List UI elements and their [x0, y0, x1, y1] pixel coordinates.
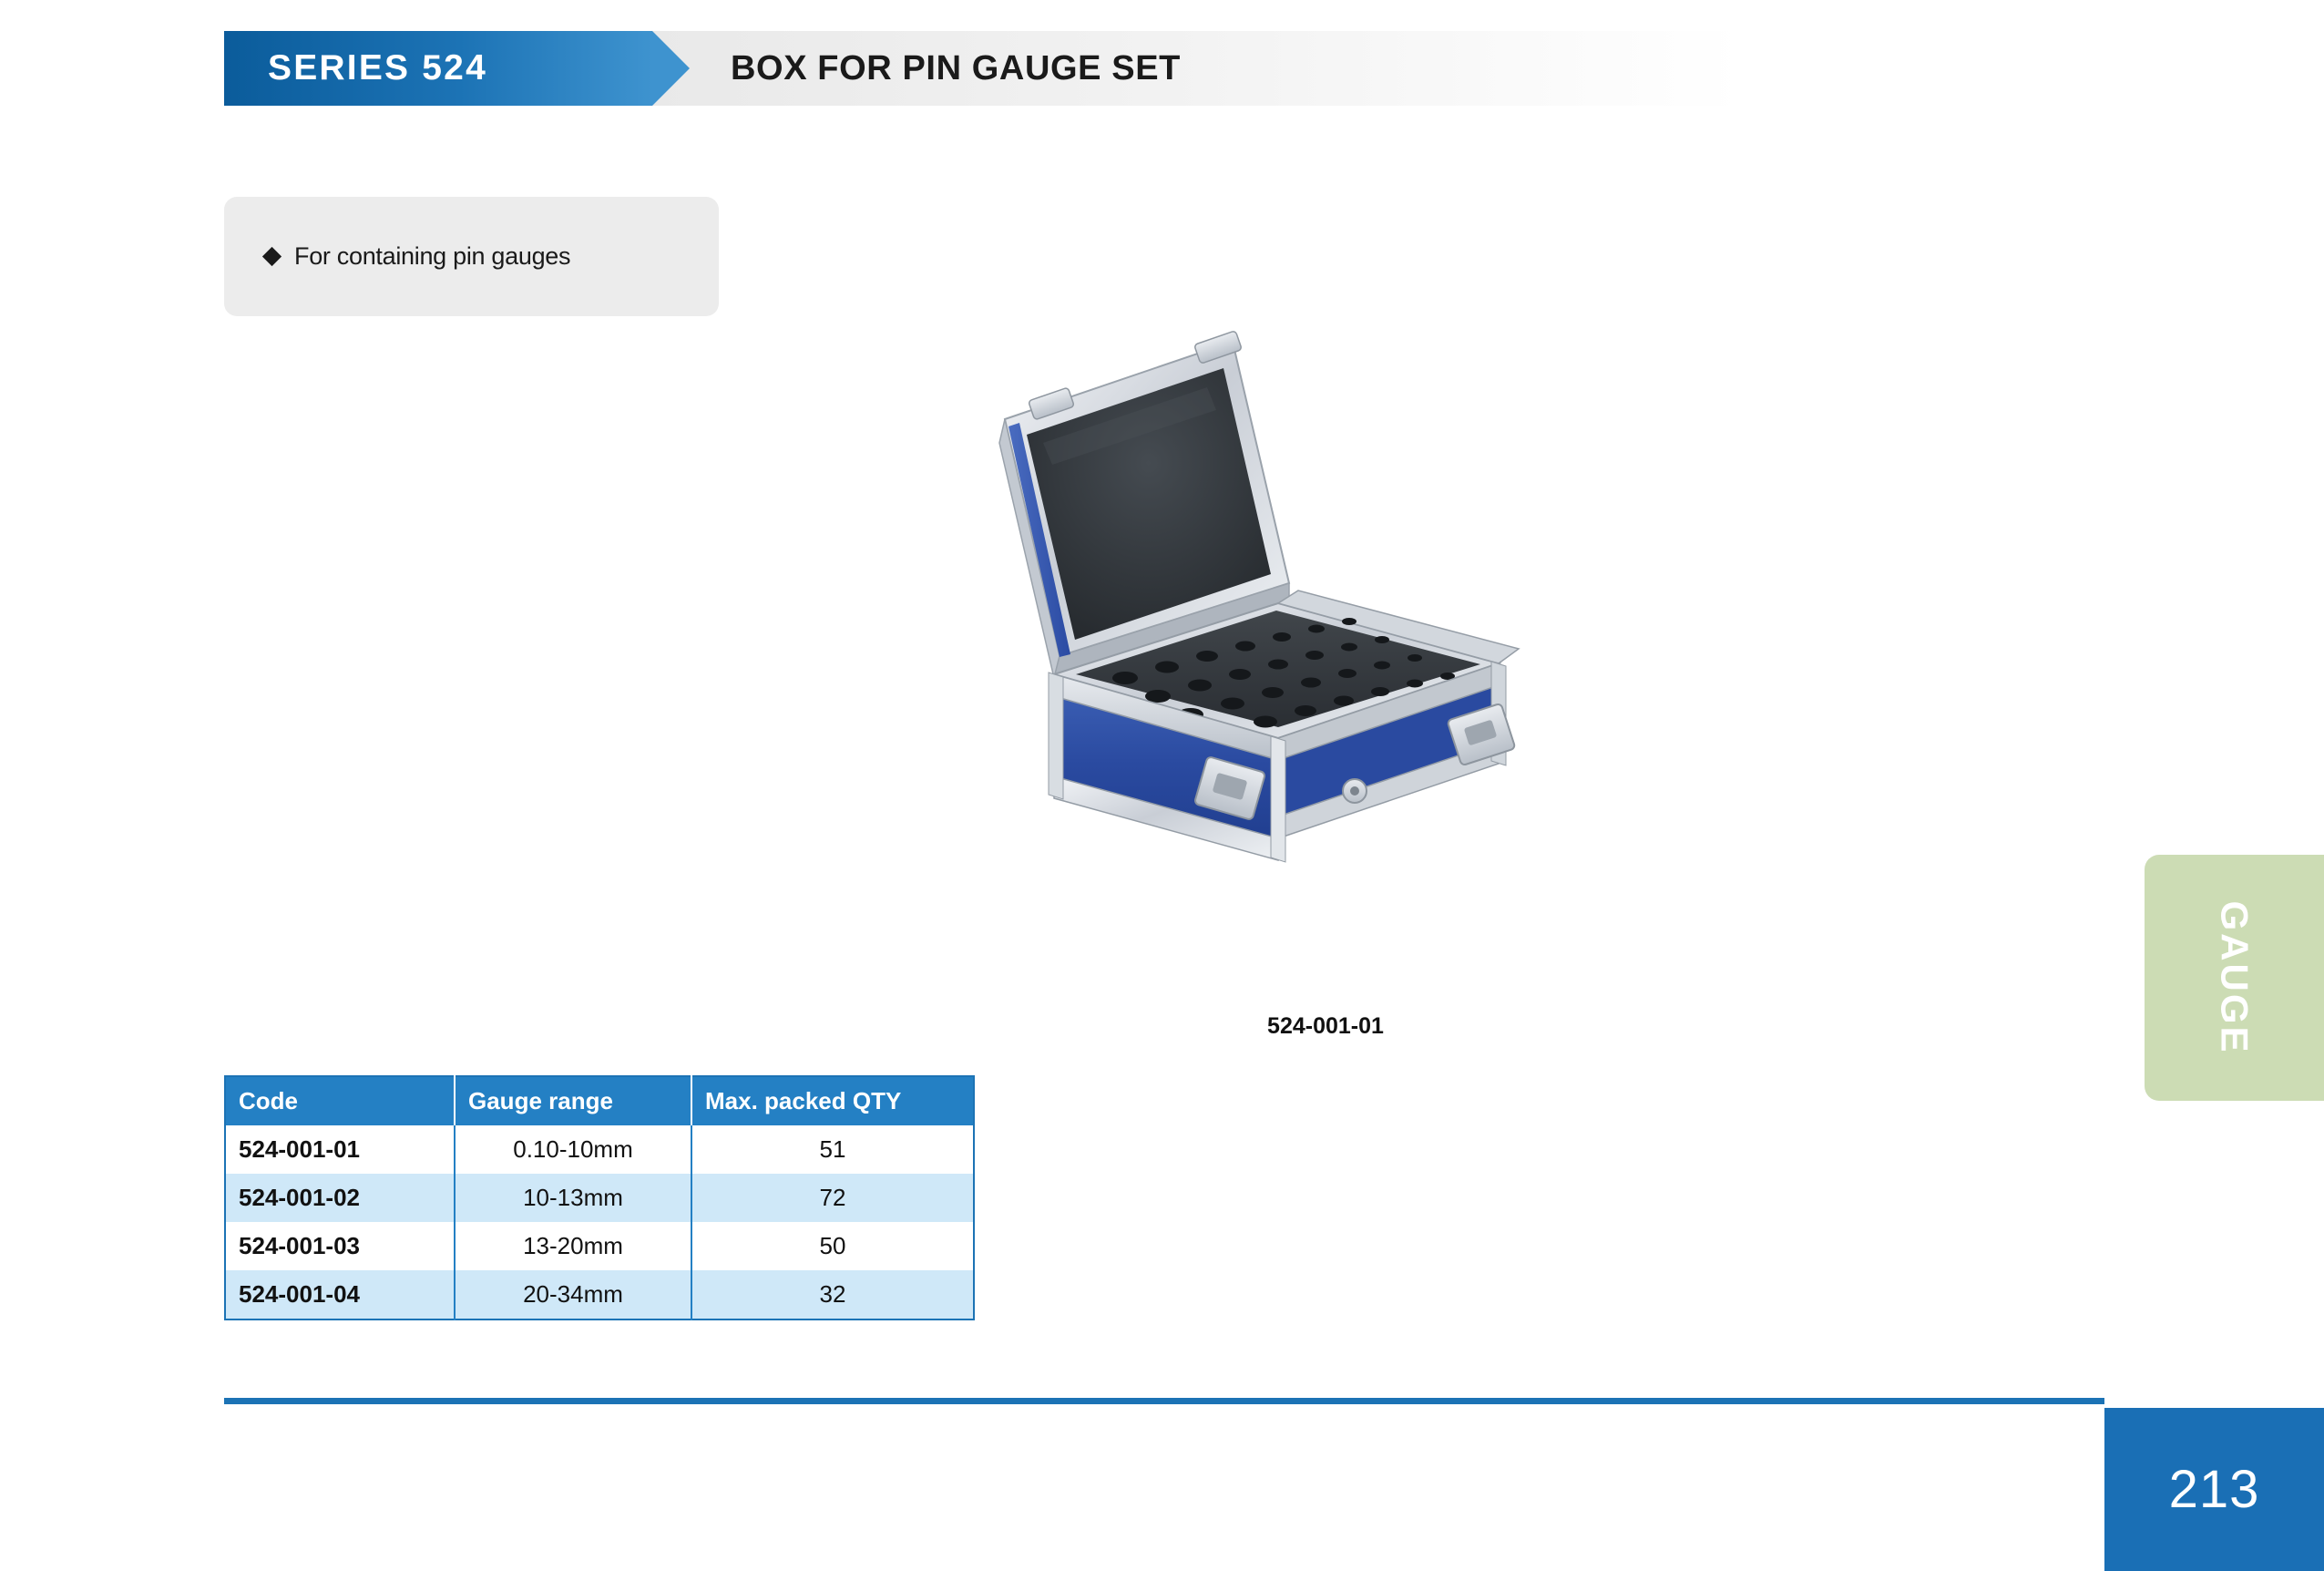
- table-row: [225, 1125, 974, 1174]
- cell-qty: 32: [691, 1270, 974, 1319]
- cell-qty: 72: [691, 1174, 974, 1222]
- cell-range: 13-20mm: [455, 1222, 691, 1270]
- feature-callout: [224, 197, 719, 316]
- product-caption: 524-001-01: [1267, 1013, 1384, 1039]
- table-row: [225, 1270, 974, 1319]
- case-illustration: [988, 310, 1663, 1002]
- spec-table: [224, 1075, 975, 1320]
- cell-code: 524-001-01: [225, 1125, 455, 1174]
- table-row: [225, 1174, 974, 1222]
- series-label: SERIES 524: [268, 48, 487, 87]
- series-badge: [224, 31, 652, 106]
- column-header-code: Code: [225, 1076, 455, 1125]
- page-number: 213: [2168, 1460, 2260, 1519]
- section-side-tab: [2145, 855, 2324, 1101]
- column-header-gauge-range: Gauge range: [455, 1076, 691, 1125]
- side-tab-label: GAUGE: [2213, 900, 2257, 1055]
- column-header-max-packed-qty: Max. packed QTY: [691, 1076, 974, 1125]
- cell-range: 0.10-10mm: [455, 1125, 691, 1174]
- cell-code: 524-001-02: [225, 1174, 455, 1222]
- cell-qty: 51: [691, 1125, 974, 1174]
- page-header: [224, 31, 2104, 106]
- cell-code: 524-001-03: [225, 1222, 455, 1270]
- feature-text: For containing pin gauges: [294, 242, 571, 270]
- table-row: [225, 1222, 974, 1270]
- cell-code: 524-001-04: [225, 1270, 455, 1319]
- footer-divider: [224, 1398, 2104, 1404]
- table-header-row: [225, 1076, 974, 1125]
- page-number-box: [2104, 1408, 2324, 1571]
- page-title-bar: [652, 31, 2104, 106]
- cell-range: 10-13mm: [455, 1174, 691, 1222]
- diamond-bullet-icon: [262, 247, 282, 266]
- cell-qty: 50: [691, 1222, 974, 1270]
- page-title: BOX FOR PIN GAUGE SET: [731, 48, 1181, 87]
- product-image: [988, 310, 1663, 1039]
- cell-range: 20-34mm: [455, 1270, 691, 1319]
